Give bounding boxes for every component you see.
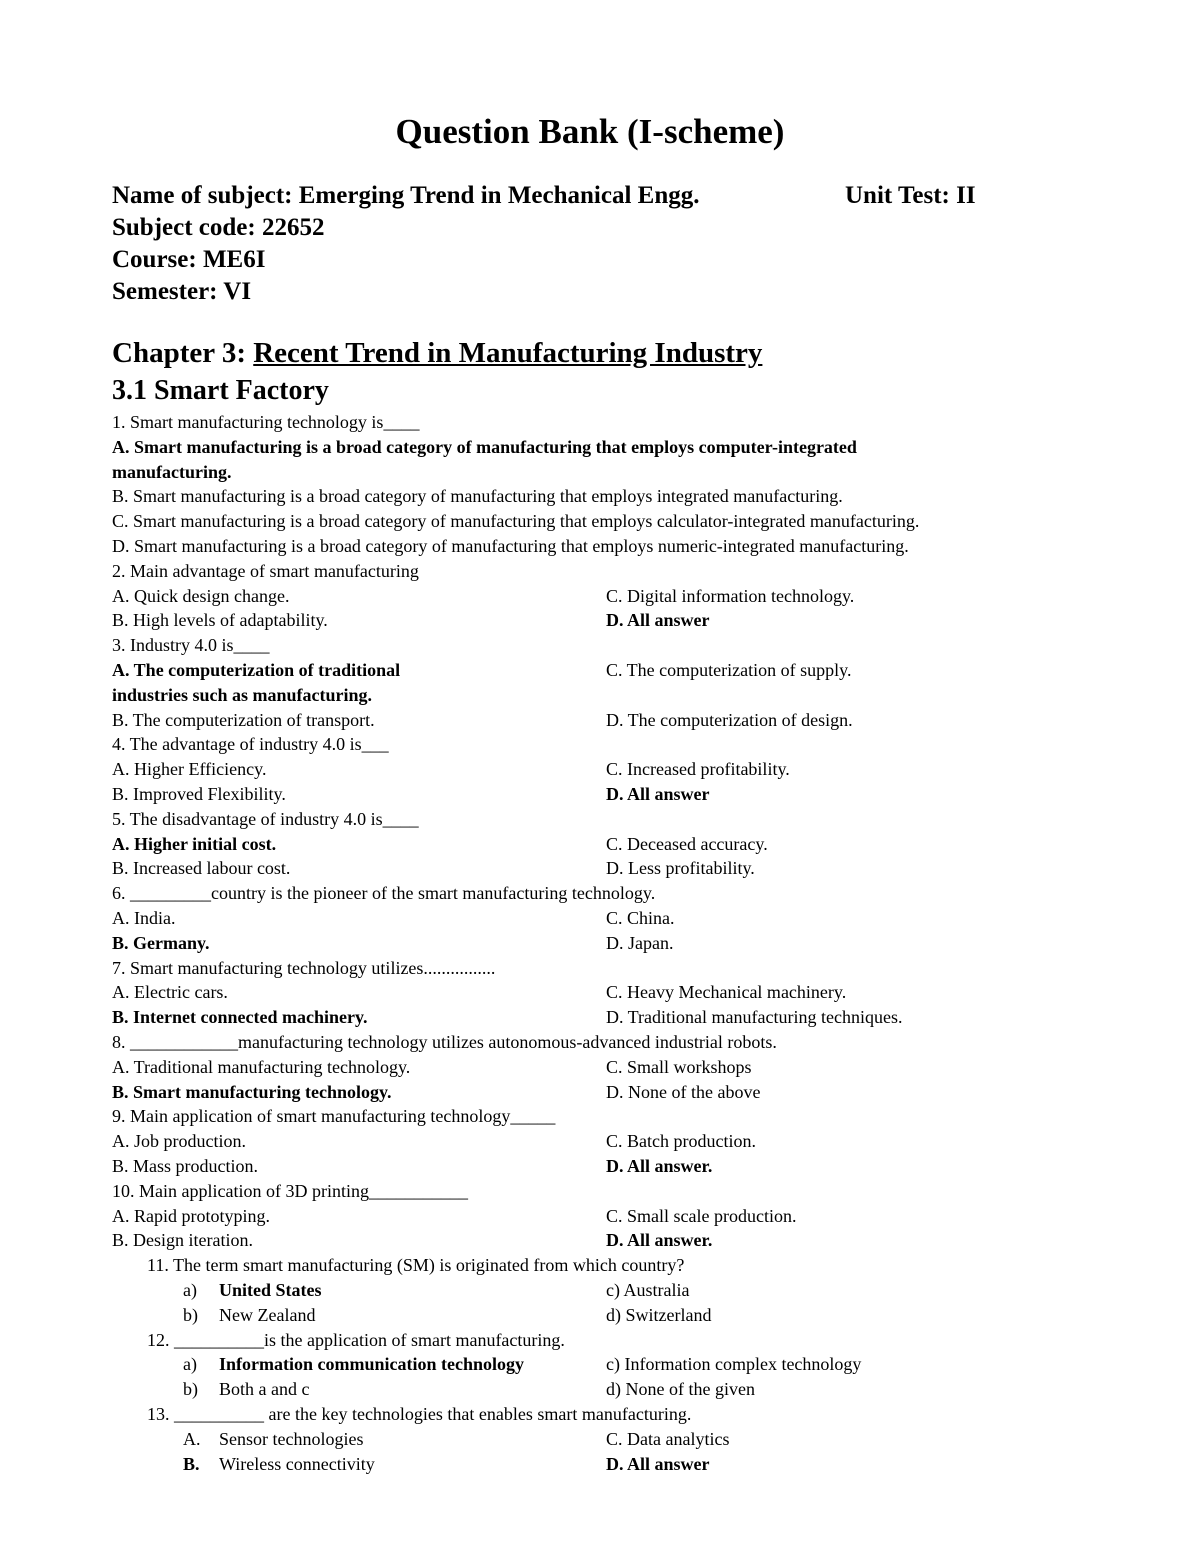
- question-line: [112, 931, 210, 956]
- line-text: A. Higher Efficiency.: [112, 759, 267, 780]
- question-line: [112, 732, 389, 757]
- question-line: [183, 1278, 322, 1303]
- subject-name: Name of subject: Emerging Trend in Mechanical Engg.: [112, 182, 700, 209]
- option-label: a): [183, 1280, 197, 1300]
- question-line: [112, 708, 375, 733]
- question-line: [112, 757, 266, 782]
- option-right-column: D. None of the above: [606, 1081, 761, 1102]
- chapter-prefix: Chapter 3:: [112, 337, 254, 369]
- question-line: [112, 956, 495, 981]
- option-right-column: C. Heavy Mechanical machinery.: [606, 982, 847, 1003]
- question-line: [147, 1253, 684, 1278]
- question-line: [112, 1129, 246, 1154]
- question-line: [112, 1055, 410, 1080]
- question-line: [112, 1005, 367, 1030]
- option-right-column: D. All answer.: [606, 1230, 713, 1251]
- question-line: [112, 1179, 468, 1204]
- line-text: 2. Main advantage of smart manufacturing: [112, 560, 419, 581]
- question-line: [112, 856, 290, 881]
- question-line: [112, 832, 276, 857]
- line-text: manufacturing.: [112, 461, 232, 482]
- line-text: D. Smart manufacturing is a broad category of manufacturing that employs numeric-integrated manufacturing.: [112, 536, 909, 556]
- question-line: [112, 410, 419, 435]
- semester: Semester: VI: [112, 278, 252, 305]
- line-text: Both a and c: [219, 1379, 310, 1400]
- question-line: [112, 435, 857, 460]
- option-right-column: C. Small workshops: [606, 1056, 752, 1077]
- line-text: United States: [219, 1280, 322, 1300]
- option-right-column: D. Japan.: [606, 932, 674, 953]
- line-text: 4. The advantage of industry 4.0 is___: [112, 734, 389, 755]
- option-right-column: C. Digital information technology.: [606, 585, 855, 606]
- option-right-column: C. Deceased accuracy.: [606, 833, 768, 854]
- question-line: [183, 1377, 309, 1402]
- option-label: a): [183, 1354, 197, 1375]
- line-text: 7. Smart manufacturing technology utilizes................: [112, 957, 496, 978]
- option-right-column: D. The computerization of design.: [606, 709, 853, 730]
- option-right-column: d) None of the given: [606, 1379, 755, 1400]
- question-line: [112, 807, 419, 832]
- option-right-column: C. The computerization of supply.: [606, 660, 852, 680]
- line-text: A. Smart manufacturing is a broad category of manufacturing that employs computer-integrated: [112, 436, 857, 457]
- option-right-column: D. Traditional manufacturing techniques.: [606, 1007, 903, 1028]
- option-right-column: c) Information complex technology: [606, 1354, 862, 1375]
- question-line: [112, 1080, 392, 1105]
- line-text: Wireless connectivity: [219, 1453, 375, 1474]
- line-text: 11. The term smart manufacturing (SM) is originated from which country?: [147, 1255, 685, 1276]
- question-line: [112, 683, 372, 708]
- line-text: B. Increased labour cost.: [112, 858, 291, 879]
- line-text: 1. Smart manufacturing technology is____: [112, 412, 420, 432]
- line-text: A. Traditional manufacturing technology.: [112, 1056, 411, 1077]
- question-line: [112, 1030, 777, 1055]
- option-right-column: C. Batch production.: [606, 1131, 756, 1152]
- line-text: B. High levels of adaptability.: [112, 610, 328, 631]
- line-text: 6. _________country is the pioneer of the smart manufacturing technology.: [112, 883, 656, 904]
- line-text: New Zealand: [219, 1304, 316, 1325]
- line-text: 5. The disadvantage of industry 4.0 is____: [112, 808, 419, 829]
- line-text: A. Electric cars.: [112, 982, 228, 1003]
- question-line: [112, 1154, 258, 1179]
- question-line: [112, 658, 400, 683]
- unit-test: Unit Test: II: [845, 182, 976, 209]
- line-text: A. India.: [112, 908, 176, 928]
- option-right-column: D. All answer.: [606, 1156, 713, 1176]
- line-text: B. Smart manufacturing technology.: [112, 1081, 392, 1102]
- chapter-heading: [112, 335, 762, 371]
- chapter-title: Recent Trend in Manufacturing Industry: [253, 337, 763, 369]
- line-text: 12. __________is the application of smart manufacturing.: [147, 1329, 565, 1350]
- subject-code: Subject code: 22652: [112, 214, 325, 241]
- question-line: [112, 1104, 555, 1129]
- question-line: [183, 1452, 375, 1477]
- option-right-column: D. All answer: [606, 784, 710, 804]
- question-line: [112, 980, 228, 1005]
- line-text: A. Job production.: [112, 1131, 246, 1152]
- line-text: B. Germany.: [112, 932, 210, 953]
- option-label: b): [183, 1379, 198, 1400]
- line-text: C. Smart manufacturing is a broad category of manufacturing that employs calculator-integrated manufacturing.: [112, 511, 920, 532]
- option-right-column: D. All answer: [606, 610, 710, 631]
- option-right-column: C. China.: [606, 908, 675, 928]
- option-right-column: C. Increased profitability.: [606, 759, 790, 780]
- option-label: A.: [183, 1428, 201, 1449]
- line-text: B. Improved Flexibility.: [112, 784, 286, 804]
- line-text: industries such as manufacturing.: [112, 684, 373, 705]
- question-line: [112, 509, 919, 534]
- question-line: [112, 534, 909, 559]
- line-text: 13. __________ are the key technologies that enables smart manufacturing.: [147, 1404, 692, 1424]
- question-line: [112, 559, 419, 584]
- question-line: [112, 881, 655, 906]
- question-line: [112, 1228, 253, 1253]
- section-heading: 3.1 Smart Factory: [112, 375, 329, 406]
- question-line: [147, 1402, 691, 1427]
- document-title: Question Bank (I-scheme): [395, 112, 785, 151]
- option-label: b): [183, 1304, 198, 1325]
- line-text: Sensor technologies: [219, 1428, 364, 1449]
- line-text: A. The computerization of traditional: [112, 660, 401, 680]
- option-right-column: d) Switzerland: [606, 1304, 712, 1325]
- line-text: B. The computerization of transport.: [112, 709, 375, 730]
- line-text: B. Mass production.: [112, 1156, 258, 1176]
- course: Course: ME6I: [112, 246, 266, 273]
- line-text: B. Design iteration.: [112, 1230, 253, 1251]
- line-text: A. Quick design change.: [112, 585, 290, 606]
- question-line: [183, 1352, 524, 1377]
- question-line: [112, 584, 289, 609]
- question-line: [112, 460, 232, 485]
- question-line: [147, 1328, 565, 1353]
- question-line: [183, 1303, 315, 1328]
- question-line: [112, 906, 175, 931]
- question-line: [112, 484, 843, 509]
- line-text: 8. ____________manufacturing technology utilizes autonomous-advanced industrial robots.: [112, 1032, 777, 1052]
- option-right-column: C. Small scale production.: [606, 1205, 797, 1226]
- line-text: A. Higher initial cost.: [112, 833, 277, 854]
- line-text: B. Smart manufacturing is a broad category of manufacturing that employs integrated manufacturing.: [112, 486, 843, 507]
- question-line: [112, 782, 286, 807]
- question-line: [112, 608, 328, 633]
- option-right-column: C. Data analytics: [606, 1428, 730, 1449]
- line-text: A. Rapid prototyping.: [112, 1205, 270, 1226]
- line-text: 3. Industry 4.0 is____: [112, 635, 270, 656]
- option-right-column: D. All answer: [606, 1453, 710, 1474]
- line-text: 9. Main application of smart manufacturing technology_____: [112, 1106, 556, 1127]
- option-label: B.: [183, 1453, 200, 1474]
- option-right-column: D. Less profitability.: [606, 858, 755, 879]
- question-line: [112, 633, 270, 658]
- line-text: Information communication technology: [219, 1354, 524, 1375]
- line-text: B. Internet connected machinery.: [112, 1007, 368, 1028]
- question-line: [112, 1204, 270, 1229]
- option-right-column: c) Australia: [606, 1280, 690, 1300]
- line-text: 10. Main application of 3D printing___________: [112, 1180, 468, 1201]
- question-line: [183, 1427, 363, 1452]
